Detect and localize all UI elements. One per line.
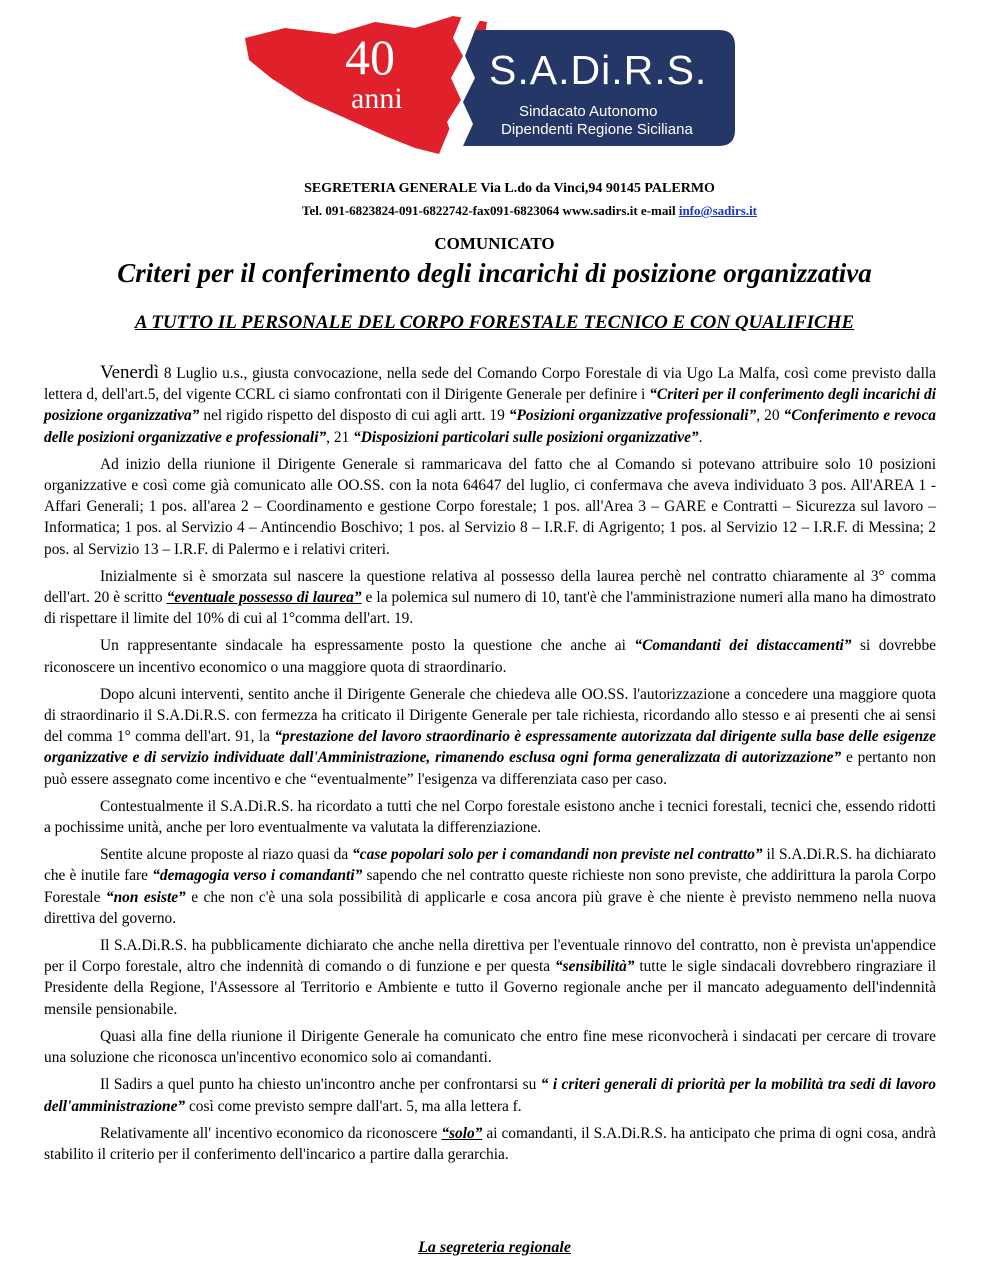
paragraph-5: Dopo alcuni interventi, sentito anche il Dirigente Generale che chiedeva alle OO.SS. l'autorizzazione a concedere una maggiore quota di straordinario il S.A.Di.R.S. con fermezza ha criticato il Dirigente Generale per tale richiesta, ricordando allo stesso e ai presenti che ai sensi del comma 1° comma dell'art. 91, la “prestazione del lavoro straordinario è espressamente autorizzata dal dirigente sulla base delle esigenze organizzative e di servizio individuate dall'Amministrazione, rimanendo esclusa ogni forma generalizzata di autorizzazione” e pertanto non può essere assegnato come incentivo e che “eventualmente” l'esigenza va differenziata caso per caso. <box>44 685 936 788</box>
paragraph-10: Il Sadirs a quel punto ha chiesto un'incontro anche per confrontarsi su “ i criteri generali di priorità per la mobilità tra sedi di lavoro dell'amministrazione” così come previsto sempre dall'art. 5, ma alla lettera f. <box>44 1076 936 1115</box>
sadirs-40-anni-logo <box>225 8 745 158</box>
paragraph-8: Il S.A.Di.R.S. ha pubblicamente dichiarato che anche nella direttiva per l'eventuale rinnovo del contratto, non è prevista un'appendice per il Corpo forestale, altro che indennità di comando o di funzione e per questa “sensibilità” tutte le sigle sindacali dovrebbero ringraziare il Presidente della Regione, l'Assessore al Territorio e Ambiente e tutto il Governo regionale anche per il mancato adeguamento dell'indennità mensile pensionabile. <box>44 937 936 1018</box>
paragraph-1: Venerdì 8 Luglio u.s., giusta convocazione, nella sede del Comando Corpo Forestale di via Ugo La Malfa, così come previsto dalla lettera d, dell'art.5, del vigente CCRL ci siamo confrontati con il Dirigente Generale per definire i “Criteri per il conferimento degli incarichi di posizione organizzativa” nel rigido rispetto del disposto di cui agli artt. 19 “Posizioni organizzative professionali”, 20 “Conferimento e revoca delle posizioni organizzative e professionali”, 21 “Disposizioni particolari sulle posizioni organizzative”. <box>44 362 937 446</box>
logo-acronym: S.A.Di.R.S. <box>489 47 708 93</box>
paragraph-6: Contestualmente il S.A.Di.R.S. ha ricordato a tutti che nel Corpo forestale esistono anche i tecnici forestali, tecnici che, essendo ridotti a pochissime unità, anche per loro eventualmente va valutata la differenziazione. <box>44 797 936 837</box>
letterhead <box>0 178 989 222</box>
logo-years-number: 40 <box>345 29 395 85</box>
document-subtitle: A TUTTO IL PERSONALE DEL CORPO FORESTALE TECNICO E CON QUALIFICHE <box>134 312 855 333</box>
contacts-text: Tel. 091-6823824-091-6822742-fax091-6823064 www.sadirs.it e-mail <box>301 203 679 218</box>
logo-line2: Dipendenti Regione Siciliana <box>501 121 693 138</box>
document-body <box>44 362 936 1171</box>
contacts-line <box>0 200 989 222</box>
paragraph-4: Un rappresentante sindacale ha espressamente posto la questione che anche ai “Comandanti dei distaccamenti” si dovrebbe riconoscere un incentivo economico o una maggiore quota di straordinario. <box>44 637 936 676</box>
document-title: Criteri per il conferimento degli incarichi di posizione organizzativa <box>117 258 872 288</box>
signature: La segreteria regionale <box>418 1239 571 1256</box>
paragraph-2: Ad inizio della riunione il Dirigente Generale si rammaricava del fatto che al Comando si potevano attribuire solo 10 posizioni organizzative e così come già comunicato alle OO.SS. con la nota 64647 del luglio, ci confermava che aveva individuato 3 pos. All'AREA 1 - Affari Generali; 1 pos. all'area 2 – Coordinamento e gestione Corpo forestale; 1 pos. all'Area 3 – GARE e Contratti – Sicurezza sul lavoro – Informatica; 1 pos. al Servizio 4 – Antincendio Boschivo; 1 pos. al Servizio 8 – I.R.F. di Agrigento; 1 pos. al Servizio 12 – I.R.F. di Messina; 2 pos. al Servizio 13 – I.R.F. di Palermo e i relativi criteri. <box>44 455 936 558</box>
email-link[interactable]: info@sadirs.it <box>678 203 758 218</box>
logo-line1: Sindacato Autonomo <box>519 103 658 120</box>
document-type: COMUNICATO <box>434 234 555 253</box>
paragraph-7: Sentite alcune proposte al riazo quasi da “case popolari solo per i comandandi non previste nel contratto” il S.A.Di.R.S. ha dichiarato che è inutile fare “demagogia verso i comandanti” sapendo che nel contratto queste richieste non sono previste, che addirittura la parola Corpo Forestale “non esiste” e che non c'è una sola possibilità di applicarle e cosa ancora più grave è che niente è previsto nemmeno nella nuova direttiva del governo. <box>44 846 937 927</box>
address-line: SEGRETERIA GENERALE Via L.do da Vinci,94 90145 PALERMO <box>304 181 715 196</box>
paragraph-11: Relativamente all' incentivo economico da riconoscere “solo” ai comandanti, il S.A.Di.R.S. ha anticipato che prima di ogni cosa, andrà stabilito il criterio per il conferimento dell'incarico a partire dalla gerarchia. <box>44 1124 936 1163</box>
paragraph-3: Inizialmente si è smorzata sul nascere la questione relativa al possesso della laurea perchè nel contratto chiaramente al 3° comma dell'art. 20 è scritto “eventuale possesso di laurea” e la polemica sul numero di 10, tant'è che l'amministrazione numeri alla mano ha dimostrato di rispettare il limite del 10% di cui al 1°comma dell'art. 19. <box>44 567 936 628</box>
logo-years-word: anni <box>351 82 403 115</box>
paragraph-9: Quasi alla fine della riunione il Dirigente Generale ha comunicato che entro fine mese riconvocherà i sindacati per cercare di trovare una soluzione che riconosca un'incentivo economico solo ai comandanti. <box>44 1027 936 1067</box>
